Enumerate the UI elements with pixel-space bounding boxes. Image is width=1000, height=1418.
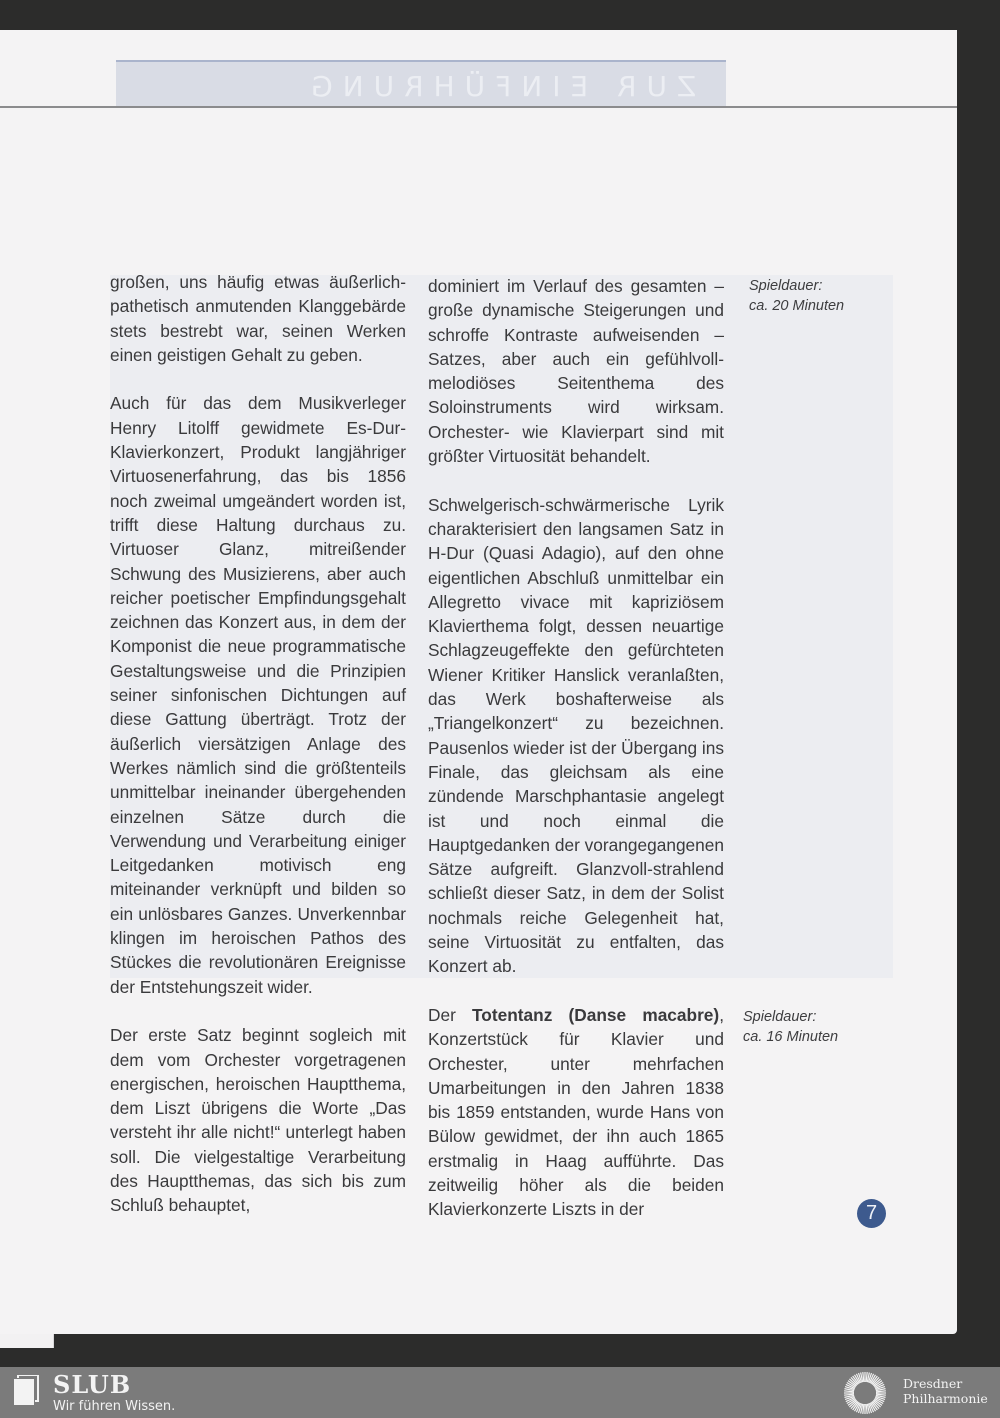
footer-bar — [0, 1367, 1000, 1418]
brand-line-2: Philharmonie — [903, 1391, 988, 1406]
duration-label: Spieldauer: — [743, 1009, 817, 1025]
paragraph: dominiert im Verlauf des gesamten – große dynamische Steigerungen und schroffe Kontraste aufweisenden – Satzes, aber auch ein gefühlvoll-melodiöses Seitenthema des Soloinstruments wird wirksam. Orchester- wie Klavierpart sind mit größter Virtuosität behandelt. — [428, 276, 724, 467]
brand-line-1: Dresdner — [903, 1376, 963, 1391]
paragraph: Auch für das dem Musikverleger Henry Litolff gewidmete Es-Dur-Klavierkonzert, Produkt langjähriger Virtuosenerfahrung, das bis 1856 noch zweimal umgeändert worden ist, trifft diese Haltung durchaus zu. Virtuoser Glanz, mitreißender Schwung des Musizierens, aber auch reicher poetischer Empfindungsgehalt zeichnen das Konzert aus, in dem der Komponist die neue programmatische Gestaltungsweise und die Prinzipien seiner sinfonischen Dichtungen auf diese Gattung überträgt. Trotz der äußerlich viersätzigen Anlage des Werkes nämlich sind die größtenteils unmittelbar ineinander übergehenden einzelnen Sätze durch die Verwendung und Verarbeitung einiger Leitgedanken motivisch eng miteinander verknüpft und bilden so ein unlösbares Ganzes. Unverkennbar klingen im heroischen Pathos des Stückes die revolutionären Ereignisse der Entstehungszeit wider. — [110, 393, 406, 997]
duration-value: ca. 20 Minuten — [749, 298, 845, 314]
slub-tagline: Wir führen Wissen. — [53, 1399, 176, 1414]
text: Der — [428, 1004, 473, 1025]
text: , Konzertstück für Klavier und Orchester, unter mehrfachen Umarbeitungen in den Jahren 1838 bis 1859 entstanden, wurde Hans von Bülow gewidmet, der ihn auch 1865 erstmalig in Haag aufführte. Das zeitweilig höher als die beiden Klavierkonzerte Liszts in der — [428, 1004, 724, 1220]
text-column-left — [110, 270, 406, 1218]
duration-label: Spieldauer: — [749, 278, 823, 294]
paragraph-totentanz — [428, 1003, 724, 1222]
dresdner-philharmonie-logo-icon — [842, 1370, 888, 1416]
paragraph: Schwelgerisch-schwärmerische Lyrik charakterisiert den langsamen Satz in H-Dur (Quasi Adagio), auf den ohne eigentlichen Abschluß unmittelbar ein Allegretto vivace mit kapriziösem Klavierthema folgt, dessen neuartige Schlagzeugeffekte den gefürchteten Wiener Kritiker Hanslick veranlaßten, das Werk boshafterweise als „Triangelkonzert“ zu bezeichnen. Pausenlos wieder ist der Übergang ins Finale, das gleichsam als eine zündende Marschphantasie angelegt ist und noch einmal die Hauptgedanken der vorangegangenen Sätze aufgreift. Glanzvoll-strahlend schließt dieser Satz, in dem der Solist nochmals reiche Gelegenheit hat, seine Virtuosität zu entfalten, das Konzert ab. — [428, 494, 724, 977]
paragraph: großen, uns häufig etwas äußerlich-pathetisch anmutenden Klanggebärde stets bestrebt war, seinen Werken einen geistigen Gehalt zu geben. — [110, 272, 406, 365]
text-column-right — [428, 274, 724, 1222]
page-number-badge: 7 — [857, 1199, 886, 1228]
slub-brand: SLUB — [53, 1370, 132, 1399]
header-divider — [0, 106, 957, 108]
slub-logo-icon — [14, 1375, 40, 1405]
duration-note — [749, 276, 844, 316]
work-title: Totentanz (Danse macabre) — [472, 1004, 720, 1025]
paragraph: Der erste Satz beginnt sogleich mit dem vom Orchester vorgetragenen energischen, heroischen Hauptthema, dem Liszt übrigens die Worte „Das versteht ihr alle nicht!“ unterlegt haben soll. Die vielgestaltige Verarbeitung des Hauptthemas, das sich bis zum Schluß behauptet, — [110, 1025, 406, 1216]
duration-value: ca. 16 Minuten — [743, 1029, 839, 1045]
section-title: ZUR EINFÜHRUNG — [300, 70, 696, 103]
dresdner-philharmonie-brand — [903, 1376, 988, 1406]
duration-note — [743, 1007, 838, 1047]
section-header-band — [116, 60, 726, 107]
